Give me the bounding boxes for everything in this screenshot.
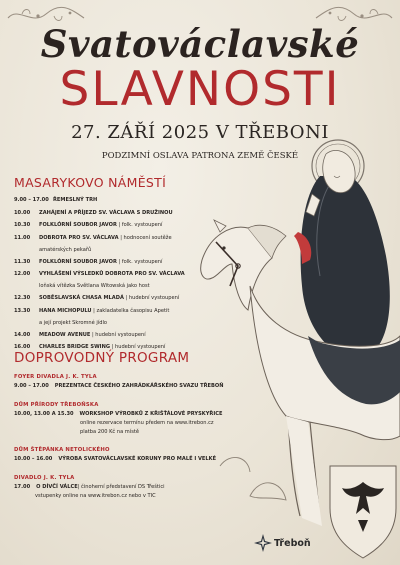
schedule-detail: | zakladatelka časopisu Apetit xyxy=(91,307,170,314)
schedule-time: 16.00 xyxy=(14,344,31,351)
schedule-name: FOLKLÓRNÍ SOUBOR JAVOR xyxy=(39,258,117,265)
section-title-program: DOPROVODNÝ PROGRAM xyxy=(14,350,190,366)
venue-name: FOYER DIVADLA J. K. TYLA xyxy=(14,374,97,380)
venue-name: DIVADLO J. K. TYLA xyxy=(14,475,75,481)
schedule-name: HANA MICHOPULU xyxy=(39,307,92,314)
schedule-row xyxy=(14,194,264,207)
schedule-time: 14.00 xyxy=(14,331,31,338)
schedule-name: ŘEMESLNÝ TRH xyxy=(53,197,98,204)
venue-name: DŮM ŠTĚPÁNKA NETOLICKÉHO xyxy=(14,447,110,453)
schedule-time: 12.30 xyxy=(14,295,31,302)
schedule-detail: amatérských pekařů xyxy=(39,246,92,253)
schedule-time: 10.30 xyxy=(14,222,31,229)
schedule-name: FOLKLÓRNÍ SOUBOR JAVOR xyxy=(39,222,117,229)
venue-time: 9.00 – 17.00 xyxy=(14,383,49,389)
venue-event-name: WORKSHOP VÝROBKŮ Z KŘIŠŤÁLOVÉ PRYSKYŘICE xyxy=(79,411,223,417)
venue-block xyxy=(14,400,304,436)
main-title: SLAVNOSTI xyxy=(59,62,341,117)
venue-time: 10.00, 13.00 A 15.30 xyxy=(14,411,74,417)
schedule-time: 9.00 – 17.00 xyxy=(14,197,49,204)
schedule-time: 12.00 xyxy=(14,271,31,278)
schedule-name: MEADOW AVENUE xyxy=(39,331,91,338)
venue-event xyxy=(14,410,304,419)
schedule-detail: | hudební vystoupení xyxy=(110,344,166,351)
schedule-row xyxy=(14,305,264,318)
script-title: Svatováclavské xyxy=(40,22,360,66)
venue-time: 10.00 – 16.00 xyxy=(14,456,53,462)
schedule-detail: | hudební vystoupení xyxy=(123,295,180,302)
schedule-row xyxy=(14,219,264,232)
schedule-name: SOBĚSLAVSKÁ CHASA MLADÁ xyxy=(39,295,124,302)
program-venues xyxy=(14,372,304,510)
schedule-row xyxy=(14,329,264,342)
schedule-name: VYHLÁŠENÍ VÝSLEDKŮ DOBROTA PRO SV. VÁCLAVA xyxy=(39,271,185,278)
schedule-time: 13.30 xyxy=(14,307,31,314)
schedule-row xyxy=(14,292,264,305)
venue-event xyxy=(14,382,304,391)
venue-block xyxy=(14,473,304,501)
schedule-detail: a její projekt Skromné jídlo xyxy=(39,319,108,326)
venue-name: DŮM PŘÍRODY TŘEBOŇSKA xyxy=(14,402,99,408)
schedule-row xyxy=(14,232,264,245)
venue-note: vstupenky online na www.itrebon.cz nebo v TIC xyxy=(35,493,156,499)
schedule-row xyxy=(14,207,264,220)
venue-event xyxy=(14,455,304,464)
schedule-detail: loňská vítězka Světlana Witowská jako host xyxy=(39,283,150,290)
venue-event-name: PREZENTACE ČESKÉHO ZAHRÁDKÁŘSKÉHO SVAZU TŘEBOŇ xyxy=(54,383,224,389)
venue-block xyxy=(14,445,304,464)
venue-note: platba 200 Kč na místě xyxy=(80,428,139,435)
schedule-row-continued xyxy=(14,244,264,256)
venue-event xyxy=(14,483,304,492)
venue-event-name: O DÍVČÍ VÁLCE xyxy=(36,484,78,490)
schedule-name: DOBROTA PRO SV. VÁCLAVA xyxy=(39,234,119,241)
star-logo-icon xyxy=(254,534,272,552)
venue-block xyxy=(14,372,304,391)
venue-note: online rezervace termínu předem na www.itrebon.cz xyxy=(80,420,214,426)
venue-event-name: VÝROBA SVATOVÁCLAVSKÉ KORUNY PRO MALÉ I VELKÉ xyxy=(58,456,217,462)
section-title-square: MASARYKOVO NÁMĚSTÍ xyxy=(14,175,167,190)
schedule-row-continued xyxy=(14,281,264,293)
schedule-time: 10.00 xyxy=(14,209,31,216)
schedule-detail: | folk. vystoupení xyxy=(116,222,163,229)
venue-event-detail: | činoherní představení DS Třeštici xyxy=(77,484,165,490)
schedule-row xyxy=(14,256,264,269)
trebon-logo xyxy=(254,530,324,556)
schedule-name: ZAHÁJENÍ A PŘÍJEZD SV. VÁCLAVA S DRUŽINOU xyxy=(39,209,173,216)
schedule-name: CHARLES BRIDGE SWING xyxy=(39,344,111,351)
schedule-detail: | hodnocení soutěže xyxy=(118,234,172,241)
event-date: 27. ZÁŘÍ 2025 V TŘEBONI xyxy=(71,122,329,143)
venue-time: 17.00 xyxy=(14,484,31,490)
schedule-row-continued xyxy=(14,317,264,329)
schedule-time: 11.30 xyxy=(14,258,31,265)
event-subtitle: PODZIMNÍ OSLAVA PATRONA ZEMĚ ČESKÉ xyxy=(101,151,299,161)
schedule-detail: | hudební vystoupení xyxy=(90,331,146,338)
schedule-time: 11.00 xyxy=(14,234,31,241)
logo-text: Třeboň xyxy=(274,538,311,549)
square-schedule xyxy=(14,194,264,354)
schedule-detail: | folk. vystoupení xyxy=(116,258,163,265)
schedule-row xyxy=(14,268,264,281)
